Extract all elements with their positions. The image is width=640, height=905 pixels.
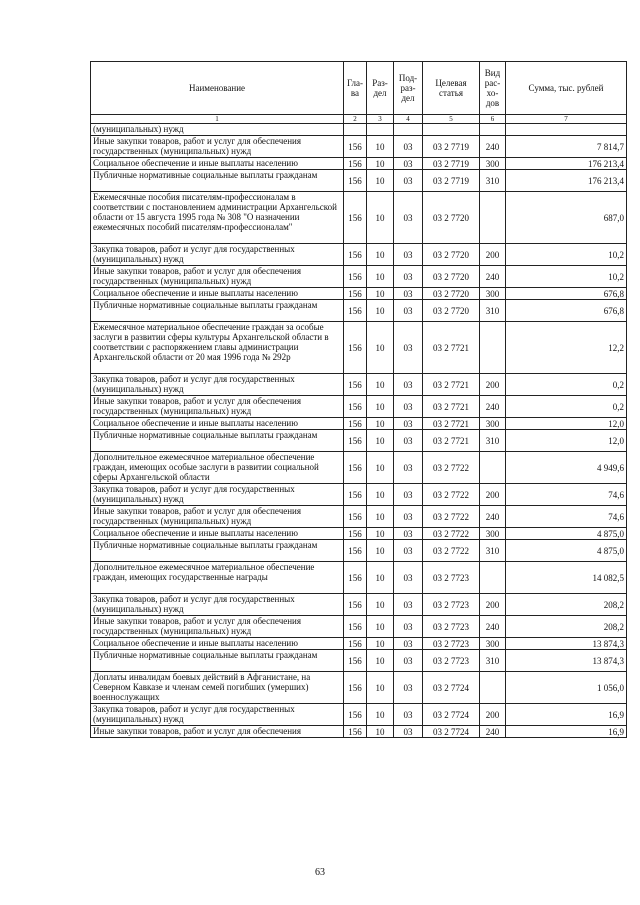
cell-sum: 10,2 xyxy=(506,266,627,288)
cell-name: Ежемесячное материальное обеспечение граждан за особые заслуги в развитии сферы культуры Архангельской области в соответствии с распоряжением главы администрации Архангельской области от 20 мая 1996 года № 292р xyxy=(91,322,344,374)
budget-table xyxy=(90,61,627,738)
cell-razdel: 10 xyxy=(367,266,394,288)
cell-name: Иные закупки товаров, работ и услуг для обеспечения государственных (муниципальных) нужд xyxy=(91,136,344,158)
cell-target: 03 2 7721 xyxy=(423,396,480,418)
cell-target: 03 2 7723 xyxy=(423,616,480,638)
cell-glava: 156 xyxy=(344,244,367,266)
cell-glava: 156 xyxy=(344,192,367,244)
cell-sum: 74,6 xyxy=(506,484,627,506)
cell-sum xyxy=(506,124,627,136)
cell-podrazdel xyxy=(394,124,423,136)
table-header-row xyxy=(91,62,627,115)
cell-expense-type: 240 xyxy=(480,266,506,288)
table-row xyxy=(91,170,627,192)
cell-name: Иные закупки товаров, работ и услуг для обеспечения государственных (муниципальных) нужд xyxy=(91,266,344,288)
cell-target: 03 2 7723 xyxy=(423,562,480,594)
cell-expense-type: 240 xyxy=(480,506,506,528)
cell-name: Социальное обеспечение и иные выплаты населению xyxy=(91,528,344,540)
cell-razdel: 10 xyxy=(367,452,394,484)
cell-target: 03 2 7724 xyxy=(423,672,480,704)
cell-expense-type: 200 xyxy=(480,484,506,506)
col-header-expense-type: Вид рас-хо-дов xyxy=(480,62,506,115)
col-number: 1 xyxy=(91,115,344,124)
cell-target: 03 2 7720 xyxy=(423,300,480,322)
cell-expense-type: 240 xyxy=(480,726,506,738)
cell-expense-type: 200 xyxy=(480,244,506,266)
cell-name: Иные закупки товаров, работ и услуг для обеспечения государственных (муниципальных) нужд xyxy=(91,616,344,638)
cell-target: 03 2 7722 xyxy=(423,484,480,506)
cell-podrazdel: 03 xyxy=(394,704,423,726)
cell-razdel: 10 xyxy=(367,704,394,726)
cell-sum: 4 875,0 xyxy=(506,540,627,562)
table-row xyxy=(91,124,627,136)
cell-glava: 156 xyxy=(344,506,367,528)
cell-target: 03 2 7721 xyxy=(423,430,480,452)
cell-name: Социальное обеспечение и иные выплаты населению xyxy=(91,638,344,650)
cell-glava: 156 xyxy=(344,300,367,322)
cell-glava: 156 xyxy=(344,452,367,484)
cell-name: (муниципальных) нужд xyxy=(91,124,344,136)
cell-target: 03 2 7720 xyxy=(423,192,480,244)
table-row xyxy=(91,418,627,430)
cell-glava xyxy=(344,124,367,136)
col-header-podrazdel: Под-раз-дел xyxy=(394,62,423,115)
table-row xyxy=(91,704,627,726)
cell-glava: 156 xyxy=(344,484,367,506)
table-row xyxy=(91,638,627,650)
cell-sum: 16,9 xyxy=(506,704,627,726)
cell-name: Социальное обеспечение и иные выплаты населению xyxy=(91,418,344,430)
cell-glava: 156 xyxy=(344,170,367,192)
cell-target: 03 2 7721 xyxy=(423,322,480,374)
cell-sum: 208,2 xyxy=(506,616,627,638)
cell-name: Социальное обеспечение и иные выплаты населению xyxy=(91,158,344,170)
table-row xyxy=(91,244,627,266)
cell-glava: 156 xyxy=(344,322,367,374)
cell-sum: 10,2 xyxy=(506,244,627,266)
table-row xyxy=(91,452,627,484)
cell-expense-type: 240 xyxy=(480,616,506,638)
cell-razdel: 10 xyxy=(367,562,394,594)
cell-razdel: 10 xyxy=(367,322,394,374)
cell-glava: 156 xyxy=(344,266,367,288)
cell-sum: 13 874,3 xyxy=(506,638,627,650)
cell-razdel: 10 xyxy=(367,396,394,418)
column-number-row xyxy=(91,115,627,124)
table-row xyxy=(91,726,627,738)
cell-target: 03 2 7720 xyxy=(423,288,480,300)
cell-target: 03 2 7722 xyxy=(423,452,480,484)
cell-glava: 156 xyxy=(344,616,367,638)
cell-name: Иные закупки товаров, работ и услуг для обеспечения государственных (муниципальных) нужд xyxy=(91,506,344,528)
cell-glava: 156 xyxy=(344,594,367,616)
cell-podrazdel: 03 xyxy=(394,430,423,452)
cell-target: 03 2 7723 xyxy=(423,650,480,672)
cell-expense-type: 300 xyxy=(480,528,506,540)
table-row xyxy=(91,430,627,452)
table-row xyxy=(91,540,627,562)
cell-target: 03 2 7724 xyxy=(423,726,480,738)
page-number: 63 xyxy=(315,867,325,878)
cell-target xyxy=(423,124,480,136)
cell-sum: 0,2 xyxy=(506,374,627,396)
cell-glava: 156 xyxy=(344,562,367,594)
cell-expense-type xyxy=(480,672,506,704)
table-row xyxy=(91,288,627,300)
cell-sum: 4 875,0 xyxy=(506,528,627,540)
cell-razdel: 10 xyxy=(367,528,394,540)
table-row xyxy=(91,322,627,374)
cell-podrazdel: 03 xyxy=(394,528,423,540)
cell-podrazdel: 03 xyxy=(394,136,423,158)
cell-podrazdel: 03 xyxy=(394,616,423,638)
cell-name: Иные закупки товаров, работ и услуг для обеспечения государственных (муниципальных) нужд xyxy=(91,396,344,418)
cell-razdel: 10 xyxy=(367,594,394,616)
cell-expense-type xyxy=(480,322,506,374)
table-row xyxy=(91,594,627,616)
col-number: 3 xyxy=(367,115,394,124)
cell-target: 03 2 7721 xyxy=(423,374,480,396)
cell-target: 03 2 7723 xyxy=(423,594,480,616)
col-header-name: Наименование xyxy=(91,62,344,115)
cell-podrazdel: 03 xyxy=(394,266,423,288)
cell-podrazdel: 03 xyxy=(394,322,423,374)
cell-sum: 7 814,7 xyxy=(506,136,627,158)
cell-sum: 12,2 xyxy=(506,322,627,374)
cell-razdel: 10 xyxy=(367,158,394,170)
cell-target: 03 2 7723 xyxy=(423,638,480,650)
cell-name: Доплаты инвалидам боевых действий в Афганистане, на Северном Кавказе и членам семей погибших (умерших) военнослужащих xyxy=(91,672,344,704)
cell-podrazdel: 03 xyxy=(394,506,423,528)
cell-name: Закупка товаров, работ и услуг для государственных (муниципальных) нужд xyxy=(91,374,344,396)
cell-glava: 156 xyxy=(344,638,367,650)
cell-target: 03 2 7720 xyxy=(423,244,480,266)
cell-target: 03 2 7721 xyxy=(423,418,480,430)
cell-podrazdel: 03 xyxy=(394,650,423,672)
cell-razdel: 10 xyxy=(367,244,394,266)
cell-podrazdel: 03 xyxy=(394,396,423,418)
table-body xyxy=(91,124,627,738)
cell-expense-type: 300 xyxy=(480,418,506,430)
cell-target: 03 2 7719 xyxy=(423,136,480,158)
cell-sum: 676,8 xyxy=(506,300,627,322)
cell-name: Ежемесячные пособия писателям-профессионалам в соответствии с постановлением администрации Архангельской области от 15 августа 1995 года № 308 "О назначении ежемесячных пособий писателям-профессионалам" xyxy=(91,192,344,244)
cell-expense-type xyxy=(480,192,506,244)
table-row xyxy=(91,672,627,704)
cell-name: Дополнительное ежемесячное материальное обеспечение граждан, имеющих особые заслуги в развитии социальной сферы Архангельской области xyxy=(91,452,344,484)
cell-name: Публичные нормативные социальные выплаты гражданам xyxy=(91,430,344,452)
cell-expense-type xyxy=(480,562,506,594)
cell-sum: 74,6 xyxy=(506,506,627,528)
cell-razdel: 10 xyxy=(367,170,394,192)
cell-glava: 156 xyxy=(344,528,367,540)
table-row xyxy=(91,506,627,528)
cell-glava: 156 xyxy=(344,672,367,704)
cell-razdel: 10 xyxy=(367,484,394,506)
cell-podrazdel: 03 xyxy=(394,638,423,650)
cell-glava: 156 xyxy=(344,374,367,396)
cell-podrazdel: 03 xyxy=(394,562,423,594)
cell-target: 03 2 7719 xyxy=(423,170,480,192)
cell-glava: 156 xyxy=(344,288,367,300)
cell-podrazdel: 03 xyxy=(394,672,423,704)
cell-name: Публичные нормативные социальные выплаты гражданам xyxy=(91,540,344,562)
table-row xyxy=(91,158,627,170)
col-header-sum: Сумма, тыс. рублей xyxy=(506,62,627,115)
cell-podrazdel: 03 xyxy=(394,192,423,244)
cell-podrazdel: 03 xyxy=(394,288,423,300)
table-row xyxy=(91,650,627,672)
cell-expense-type: 310 xyxy=(480,650,506,672)
table-row xyxy=(91,562,627,594)
cell-podrazdel: 03 xyxy=(394,300,423,322)
cell-sum: 4 949,6 xyxy=(506,452,627,484)
table-row xyxy=(91,136,627,158)
cell-glava: 156 xyxy=(344,418,367,430)
cell-name: Публичные нормативные социальные выплаты гражданам xyxy=(91,650,344,672)
cell-glava: 156 xyxy=(344,136,367,158)
table-row xyxy=(91,616,627,638)
cell-razdel xyxy=(367,124,394,136)
cell-target: 03 2 7724 xyxy=(423,704,480,726)
table-row xyxy=(91,192,627,244)
cell-razdel: 10 xyxy=(367,540,394,562)
cell-sum: 12,0 xyxy=(506,430,627,452)
cell-podrazdel: 03 xyxy=(394,726,423,738)
cell-razdel: 10 xyxy=(367,638,394,650)
cell-sum: 14 082,5 xyxy=(506,562,627,594)
cell-target: 03 2 7722 xyxy=(423,540,480,562)
cell-razdel: 10 xyxy=(367,650,394,672)
cell-podrazdel: 03 xyxy=(394,540,423,562)
cell-expense-type: 200 xyxy=(480,704,506,726)
cell-razdel: 10 xyxy=(367,374,394,396)
table-row xyxy=(91,300,627,322)
cell-expense-type: 310 xyxy=(480,300,506,322)
cell-razdel: 10 xyxy=(367,192,394,244)
cell-expense-type: 200 xyxy=(480,374,506,396)
cell-razdel: 10 xyxy=(367,136,394,158)
col-header-glava: Гла-ва xyxy=(344,62,367,115)
cell-name: Публичные нормативные социальные выплаты гражданам xyxy=(91,300,344,322)
cell-sum: 0,2 xyxy=(506,396,627,418)
cell-target: 03 2 7719 xyxy=(423,158,480,170)
cell-expense-type: 310 xyxy=(480,170,506,192)
cell-sum: 208,2 xyxy=(506,594,627,616)
cell-razdel: 10 xyxy=(367,430,394,452)
cell-glava: 156 xyxy=(344,540,367,562)
col-number: 2 xyxy=(344,115,367,124)
cell-expense-type: 310 xyxy=(480,540,506,562)
table-row xyxy=(91,266,627,288)
cell-razdel: 10 xyxy=(367,726,394,738)
cell-podrazdel: 03 xyxy=(394,374,423,396)
cell-name: Закупка товаров, работ и услуг для государственных (муниципальных) нужд xyxy=(91,704,344,726)
cell-sum: 176 213,4 xyxy=(506,158,627,170)
cell-name: Социальное обеспечение и иные выплаты населению xyxy=(91,288,344,300)
cell-expense-type xyxy=(480,124,506,136)
cell-sum: 1 056,0 xyxy=(506,672,627,704)
cell-name: Закупка товаров, работ и услуг для государственных (муниципальных) нужд xyxy=(91,594,344,616)
cell-glava: 156 xyxy=(344,650,367,672)
col-number: 5 xyxy=(423,115,480,124)
col-header-razdel: Раз-дел xyxy=(367,62,394,115)
cell-podrazdel: 03 xyxy=(394,484,423,506)
cell-sum: 13 874,3 xyxy=(506,650,627,672)
cell-expense-type: 240 xyxy=(480,396,506,418)
table-row xyxy=(91,374,627,396)
cell-target: 03 2 7722 xyxy=(423,528,480,540)
cell-expense-type: 240 xyxy=(480,136,506,158)
col-number: 4 xyxy=(394,115,423,124)
cell-glava: 156 xyxy=(344,430,367,452)
cell-podrazdel: 03 xyxy=(394,244,423,266)
cell-podrazdel: 03 xyxy=(394,594,423,616)
cell-expense-type: 310 xyxy=(480,430,506,452)
col-number: 6 xyxy=(480,115,506,124)
cell-glava: 156 xyxy=(344,158,367,170)
cell-sum: 16,9 xyxy=(506,726,627,738)
cell-sum: 676,8 xyxy=(506,288,627,300)
cell-glava: 156 xyxy=(344,396,367,418)
cell-sum: 687,0 xyxy=(506,192,627,244)
cell-podrazdel: 03 xyxy=(394,158,423,170)
cell-razdel: 10 xyxy=(367,300,394,322)
cell-name: Иные закупки товаров, работ и услуг для обеспечения xyxy=(91,726,344,738)
cell-podrazdel: 03 xyxy=(394,452,423,484)
cell-razdel: 10 xyxy=(367,616,394,638)
cell-razdel: 10 xyxy=(367,288,394,300)
cell-expense-type: 300 xyxy=(480,158,506,170)
cell-name: Закупка товаров, работ и услуг для государственных (муниципальных) нужд xyxy=(91,484,344,506)
cell-sum: 12,0 xyxy=(506,418,627,430)
cell-target: 03 2 7720 xyxy=(423,266,480,288)
cell-razdel: 10 xyxy=(367,672,394,704)
cell-podrazdel: 03 xyxy=(394,418,423,430)
cell-podrazdel: 03 xyxy=(394,170,423,192)
cell-name: Публичные нормативные социальные выплаты гражданам xyxy=(91,170,344,192)
cell-razdel: 10 xyxy=(367,418,394,430)
table-row xyxy=(91,484,627,506)
col-header-target: Целевая статья xyxy=(423,62,480,115)
cell-name: Закупка товаров, работ и услуг для государственных (муниципальных) нужд xyxy=(91,244,344,266)
col-number: 7 xyxy=(506,115,627,124)
cell-target: 03 2 7722 xyxy=(423,506,480,528)
table-row xyxy=(91,528,627,540)
cell-glava: 156 xyxy=(344,726,367,738)
cell-sum: 176 213,4 xyxy=(506,170,627,192)
cell-name: Дополнительное ежемесячное материальное обеспечение граждан, имеющих государственные награды xyxy=(91,562,344,594)
cell-expense-type: 300 xyxy=(480,288,506,300)
cell-razdel: 10 xyxy=(367,506,394,528)
cell-expense-type xyxy=(480,452,506,484)
cell-expense-type: 300 xyxy=(480,638,506,650)
cell-glava: 156 xyxy=(344,704,367,726)
table-row xyxy=(91,396,627,418)
cell-expense-type: 200 xyxy=(480,594,506,616)
